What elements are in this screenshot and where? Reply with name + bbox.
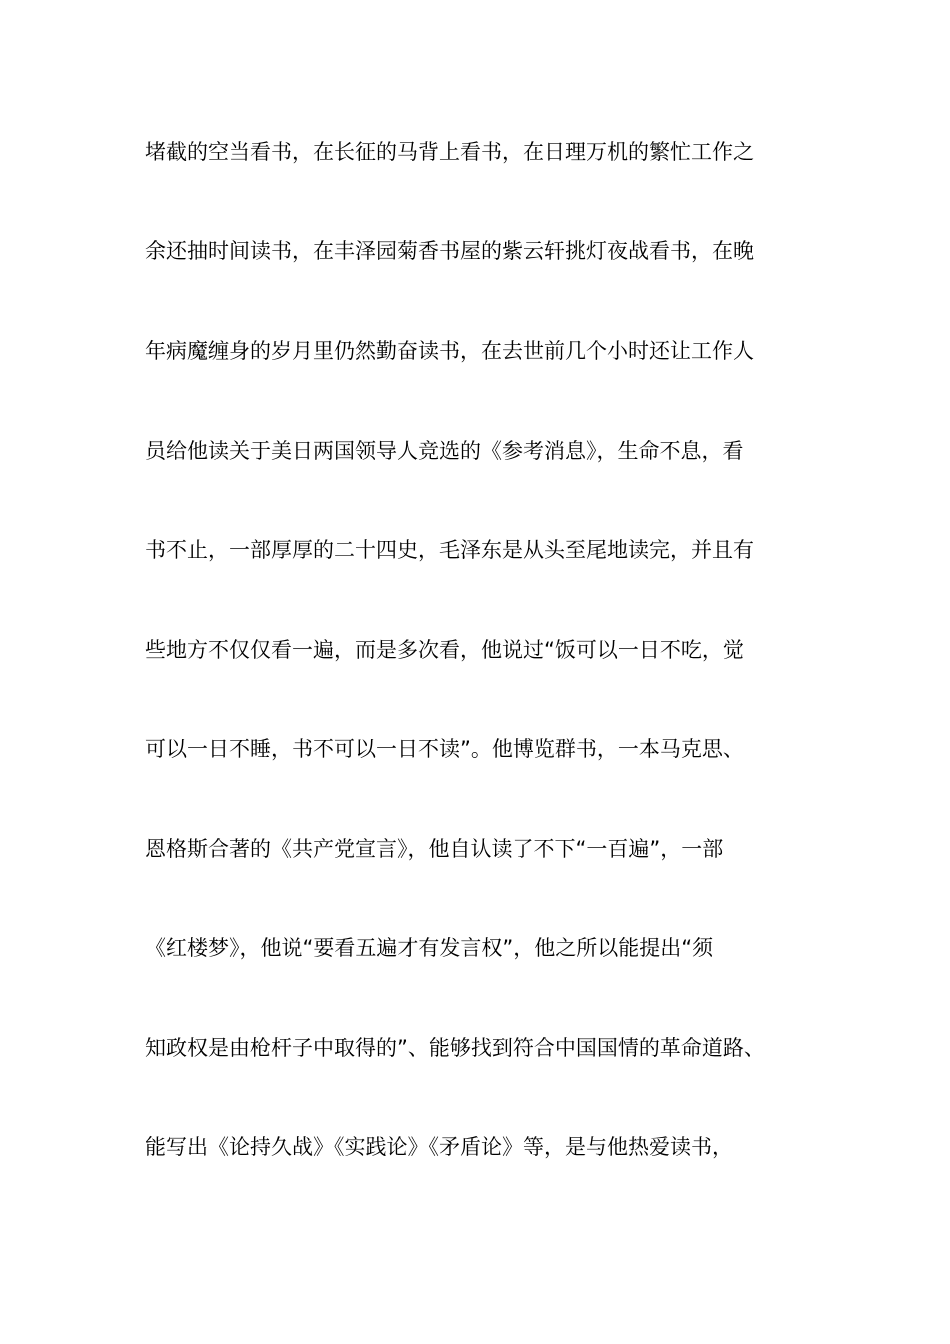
text-line: 能写出《论持久战》《实践论》《矛盾论》等，是与他热爱读书， — [145, 1135, 733, 1159]
text-line: 书不止，一部厚厚的二十四史，毛泽东是从头至尾地读完，并且有 — [145, 538, 754, 562]
text-line: 堵截的空当看书，在长征的马背上看书，在日理万机的繁忙工作之 — [145, 140, 754, 164]
text-line: 可以一日不睡，书不可以一日不读”。他博览群书，一本马克思、 — [145, 737, 744, 761]
text-line: 知政权是由枪杆子中取得的”、能够找到符合中国国情的革命道路、 — [145, 1036, 765, 1060]
text-line: 恩格斯合著的《共产党宣言》，他自认读了不下“一百遍”，一部 — [145, 837, 724, 861]
text-line: 员给他读关于美日两国领导人竞选的《参考消息》，生命不息，看 — [145, 439, 744, 463]
text-line: 年病魔缠身的岁月里仍然勤奋读书，在去世前几个小时还让工作人 — [145, 339, 754, 363]
text-line: 些地方不仅仅看一遍，而是多次看，他说过“饭可以一日不吃，觉 — [145, 638, 744, 662]
text-line: 《红楼梦》，他说“要看五遍才有发言权”，他之所以能提出“须 — [145, 936, 714, 960]
text-line: 余还抽时间读书，在丰泽园菊香书屋的紫云轩挑灯夜战看书，在晚 — [145, 239, 754, 263]
